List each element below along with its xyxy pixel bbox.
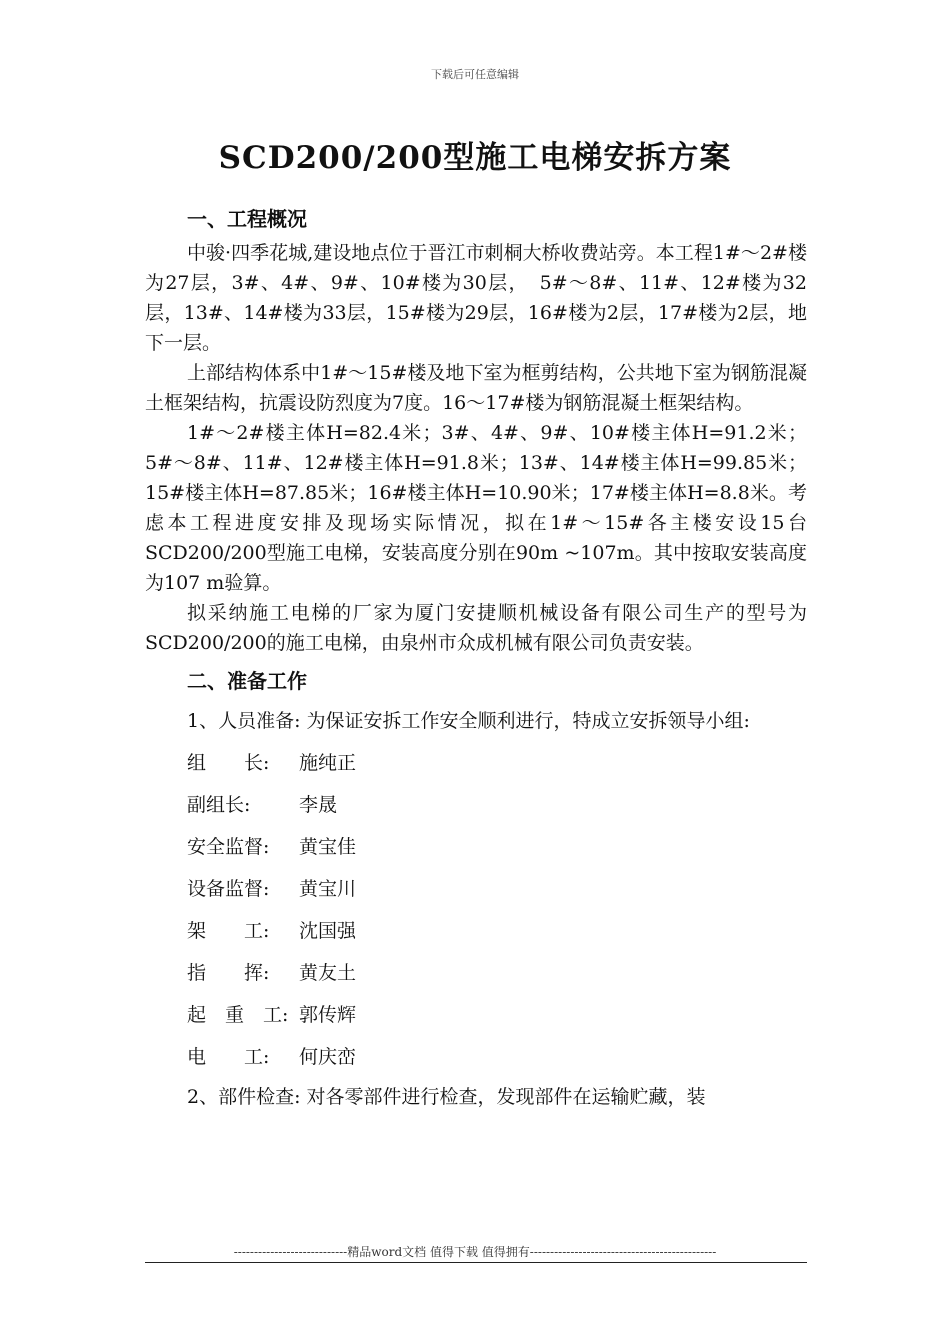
document-title: SCD200/200型施工电梯安拆方案 <box>218 140 732 176</box>
list-item <box>145 742 807 784</box>
staff-role: 副组长: <box>187 794 251 816</box>
paragraph-parts-check: 2、部件检查: 对各零部件进行检查，发现部件在运输贮藏，装 <box>187 1086 706 1108</box>
page-footer: ----------------------------精品word文档 值得下载 值得拥有---------------------------------------------- <box>233 1245 717 1259</box>
staff-role: 电 工: <box>187 1046 270 1068</box>
staff-role: 架 工: <box>187 920 270 942</box>
footer-divider <box>145 1262 807 1263</box>
list-item <box>145 910 807 952</box>
staff-name: 黄宝佳 <box>299 836 357 858</box>
paragraph-structure: 上部结构体系中1#～15#楼及地下室为框剪结构，公共地下室为钢筋混凝土框架结构，抗震设防烈度为7度。16～17#楼为钢筋混凝土框架结构。 <box>145 362 807 414</box>
staff-name: 李晟 <box>299 794 338 816</box>
paragraph-heights: 1#～2#楼主体H=82.4米；3#、4#、9#、10#楼主体H=91.2米；5#～8#、11#、12#楼主体H=91.8米；13#、14#楼主体H=99.85米；15#楼主体H=87.85米；16#楼主体H=10.90米；17#楼主体H=8.8米。考虑本工程进度安排及现场实际情况，拟在1#～15#各主楼安设15台SCD200/200型施工电梯，安装高度分别在90m ~107m。其中按取安装高度为107 m验算。 <box>145 422 807 594</box>
paragraph-project-info: 中骏·四季花城,建设地点位于晋江市刺桐大桥收费站旁。本工程1#～2#楼为27层，3#、4#、9#、10#楼为30层， 5#～8#、11#、12#楼为32层，13#、14#楼为33层，15#楼为29层，16#楼为2层，17#楼为2层，地下一层。 <box>145 242 807 354</box>
list-item <box>145 952 807 994</box>
staff-role: 设备监督: <box>187 878 270 900</box>
list-item <box>145 784 807 826</box>
document-body <box>145 200 807 1112</box>
section-heading-overview: 一、工程概况 <box>187 207 307 231</box>
paragraph-manufacturer: 拟采纳施工电梯的厂家为厦门安捷顺机械设备有限公司生产的型号为SCD200/200的施工电梯，由泉州市众成机械有限公司负责安装。 <box>145 602 807 654</box>
staff-role: 组 长: <box>187 752 270 774</box>
page-header: 下载后可任意编辑 <box>431 68 519 81</box>
section-heading-preparation: 二、准备工作 <box>187 669 307 693</box>
staff-name: 沈国强 <box>299 920 357 942</box>
list-item <box>145 1036 807 1078</box>
staff-name: 何庆峦 <box>299 1046 357 1068</box>
staff-name: 黄宝川 <box>299 878 357 900</box>
staff-role: 安全监督: <box>187 836 270 858</box>
list-item <box>145 868 807 910</box>
staff-role: 起 重 工: <box>187 1004 289 1026</box>
staff-name: 施纯正 <box>299 752 357 774</box>
staff-list <box>145 742 807 1078</box>
staff-name: 黄友土 <box>299 962 357 984</box>
staff-role: 指 挥: <box>187 962 270 984</box>
list-item <box>145 826 807 868</box>
list-item <box>145 994 807 1036</box>
paragraph-personnel: 1、人员准备: 为保证安拆工作安全顺利进行，特成立安拆领导小组: <box>187 710 750 732</box>
staff-name: 郭传辉 <box>299 1004 357 1026</box>
